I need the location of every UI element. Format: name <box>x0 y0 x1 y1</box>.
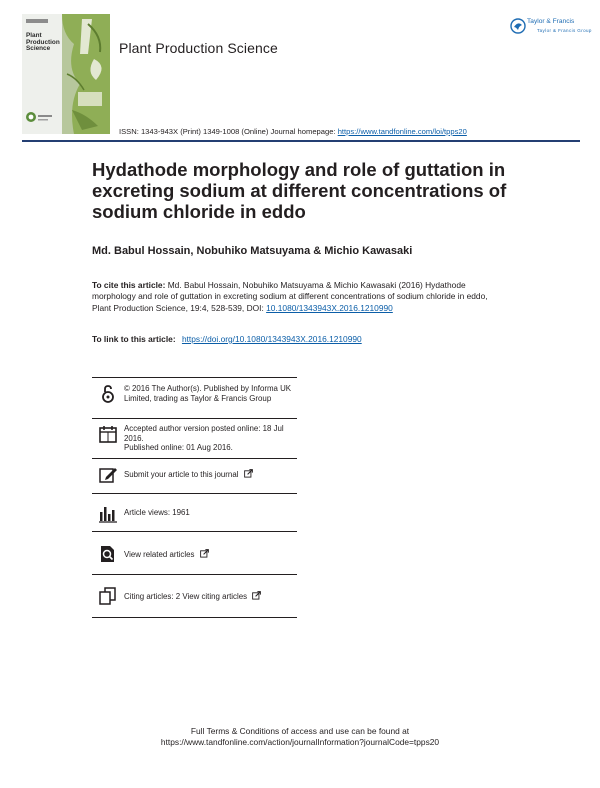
submit-article-label: Submit your article to this journal <box>124 470 239 479</box>
cover-title-line: Plant <box>26 32 42 39</box>
section-divider <box>92 377 297 378</box>
external-link-icon <box>200 549 209 558</box>
citation-block <box>92 280 492 314</box>
pencil-edit-icon <box>98 465 118 485</box>
journal-homepage-link[interactable]: https://www.tandfonline.com/loi/tpps20 <box>337 127 467 136</box>
section-divider <box>92 458 297 459</box>
cover-title-line: Production <box>26 38 60 46</box>
journal-cover-image[interactable] <box>22 14 110 134</box>
related-articles-link[interactable] <box>124 549 299 560</box>
publisher-logo-icon <box>510 18 526 34</box>
issn-text: ISSN: 1343-943X (Print) 1349-1008 (Online) Journal homepage: <box>119 127 336 136</box>
external-link-icon <box>244 469 253 478</box>
external-link-icon <box>252 591 261 600</box>
article-views: Article views: 1961 <box>124 508 190 517</box>
cover-title <box>26 33 66 53</box>
citing-articles-link[interactable] <box>124 591 299 602</box>
related-articles-label: View related articles <box>124 550 195 559</box>
article-link-label: To link to this article: <box>92 334 176 344</box>
footer-terms-text: Full Terms & Conditions of access and use can be found at <box>190 726 410 736</box>
calendar-icon <box>98 424 118 444</box>
section-divider <box>92 418 297 419</box>
citation-label: To cite this article: <box>92 280 166 290</box>
footer-terms-url[interactable]: https://www.tandfonline.com/action/journalInformation?journalCode=tpps20 <box>160 737 440 748</box>
bar-chart-icon <box>98 504 118 524</box>
issn-line <box>119 127 467 136</box>
open-access-lock-icon <box>98 384 118 404</box>
footer-terms <box>0 726 600 749</box>
published-date: Published online: 01 Aug 2016. <box>124 443 233 453</box>
open-access-text: © 2016 The Author(s). Published by Informa UK Limited, trading as Taylor & Francis Group <box>124 384 292 403</box>
article-authors: Md. Babul Hossain, Nobuhiko Matsuyama & Michio Kawasaki <box>92 245 413 257</box>
search-document-icon <box>98 544 118 564</box>
publisher-group: Taylor & Francis Group <box>537 28 592 33</box>
section-divider <box>92 617 297 618</box>
section-divider <box>92 493 297 494</box>
article-link-line <box>92 334 362 344</box>
publication-dates <box>124 424 299 453</box>
accepted-date: Accepted author version posted online: 18 Jul 2016. <box>124 424 284 443</box>
cover-title-line: Science <box>26 45 51 53</box>
section-divider <box>92 531 297 532</box>
article-doi-link[interactable]: https://doi.org/10.1080/1343943X.2016.1210990 <box>181 334 362 344</box>
journal-name: Plant Production Science <box>119 40 278 56</box>
header-rule <box>22 140 580 142</box>
citation-doi-link[interactable]: 10.1080/1343943X.2016.1210990 <box>266 302 393 313</box>
publisher-name: Taylor & Francis <box>527 18 575 25</box>
submit-article-link[interactable] <box>124 469 299 480</box>
cover-tag-bar <box>26 19 48 23</box>
publisher-logo[interactable] <box>510 17 590 41</box>
documents-icon <box>98 586 118 606</box>
citation-text: Md. Babul Hossain, Nobuhiko Matsuyama & Michio Kawasaki (2016) Hydathode morphology and role of guttation in excreting sodium at different concentrations of sodium chloride in eddo, Plant Production Science, 19:4, 528-539, DOI: <box>92 280 488 313</box>
citing-articles-label: Citing articles: 2 View citing articles <box>124 592 248 601</box>
article-title: Hydathode morphology and role of guttation in excreting sodium at different concentrations of sodium chloride in eddo <box>92 159 507 222</box>
section-divider <box>92 574 297 575</box>
